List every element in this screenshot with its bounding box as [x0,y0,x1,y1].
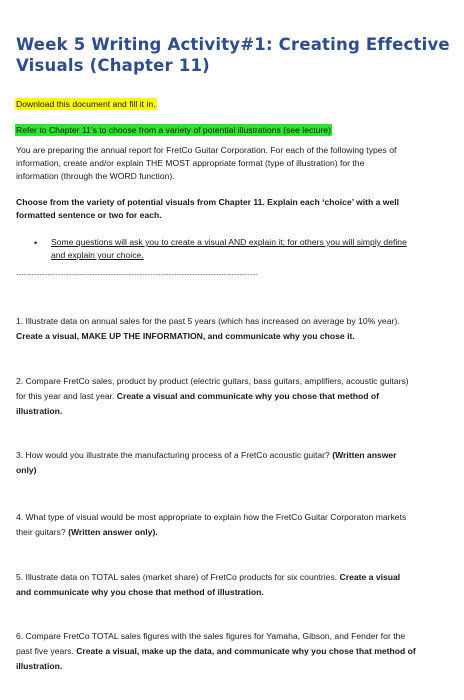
choose-line-2: formatted sentence or two for each. [16,210,162,221]
title-line-1: Week 5 Writing Activity#1: Creating Effective [16,35,450,54]
question-4-line-2-text: their guitars? [16,527,69,537]
dashed-divider: -------------------------------------------------------------------------------------------- [16,272,259,279]
question-1-line-1: 1. Illustrate data on annual sales for the past 5 years (which has increased on average by 10% year). [16,316,400,326]
question-1 [16,314,464,344]
intro-line-2: information, create and/or explain THE MOST appropriate format (type of illustration) for the [16,158,365,169]
question-5-line-2: and communicate why you chose that method of illustration. [16,587,264,597]
question-5 [16,570,464,600]
question-5-line-1-bold: Create a visual [339,572,401,582]
question-5-line-1-text: 5. Illustrate data on TOTAL sales (market share) of FretCo products for six countries. [16,572,340,582]
chapter-reference-highlight: Refer to Chapter 11’s to choose from a variety of potential illustrations (see lecture) [16,125,331,135]
choose-line-1: Choose from the variety of potential visuals from Chapter 11. Explain each ‘choice’ with a well [16,197,400,207]
question-2 [16,374,464,419]
question-2-line-2-bold: Create a visual and communicate why you chose that method of [116,391,379,401]
question-6 [16,629,464,674]
question-6-line-1: 6. Compare FretCo TOTAL sales figures with the sales figures for Yamaha, Gibson, and Fender for the [16,631,406,641]
question-6-line-3: illustration. [16,661,63,671]
question-6-line-2-text: past five years. [16,646,77,656]
bullet-marker: • [34,238,38,248]
intro-line-3: information (through the WORD function). [16,171,175,182]
download-instruction-highlight: Download this document and fill it in. [16,99,156,109]
title-line-2: Visuals (Chapter 11) [16,56,210,75]
question-4-line-1: 4. What type of visual would be most appropriate to explain how the FretCo Guitar Corporaton markets [16,512,407,522]
question-4 [16,510,464,540]
question-4-line-2 [16,525,464,540]
bullet-line-2: and explain your choice. [51,250,144,261]
choose-paragraph [16,196,399,222]
question-2-line-3: illustration. [16,406,63,416]
question-1-line-2: Create a visual, MAKE UP THE INFORMATION, and communicate why you chose it. [16,331,355,341]
question-4-line-2-bold: (Written answer only). [68,527,158,537]
question-3-line-1 [16,448,464,463]
question-3-line-1-text: 3. How would you illustrate the manufacturing process of a FretCo acoustic guitar? [16,450,333,460]
question-6-line-2-bold: Create a visual, make up the data, and communicate why you chose that method of [76,646,416,656]
question-3-line-1-bold: (Written answer [332,450,397,460]
question-5-line-1 [16,570,464,585]
intro-paragraph [16,144,396,184]
intro-line-1: You are preparing the annual report for FretCo Guitar Corporation. For each of the following types of [16,145,397,155]
question-2-line-1: 2. Compare FretCo sales, product by product (electric guitars, bass guitars, amplifiers, acoustic guitars) [16,376,409,386]
question-6-line-2 [16,644,464,659]
bullet-note [51,236,407,262]
question-3 [16,448,464,478]
question-2-line-2-text: for this year and last year. [16,391,117,401]
document-title [16,34,464,76]
bullet-line-1: Some questions will ask you to create a visual AND explain it; for others you will simply define [51,237,407,247]
question-2-line-2 [16,389,464,404]
question-3-line-2: only) [16,465,37,475]
